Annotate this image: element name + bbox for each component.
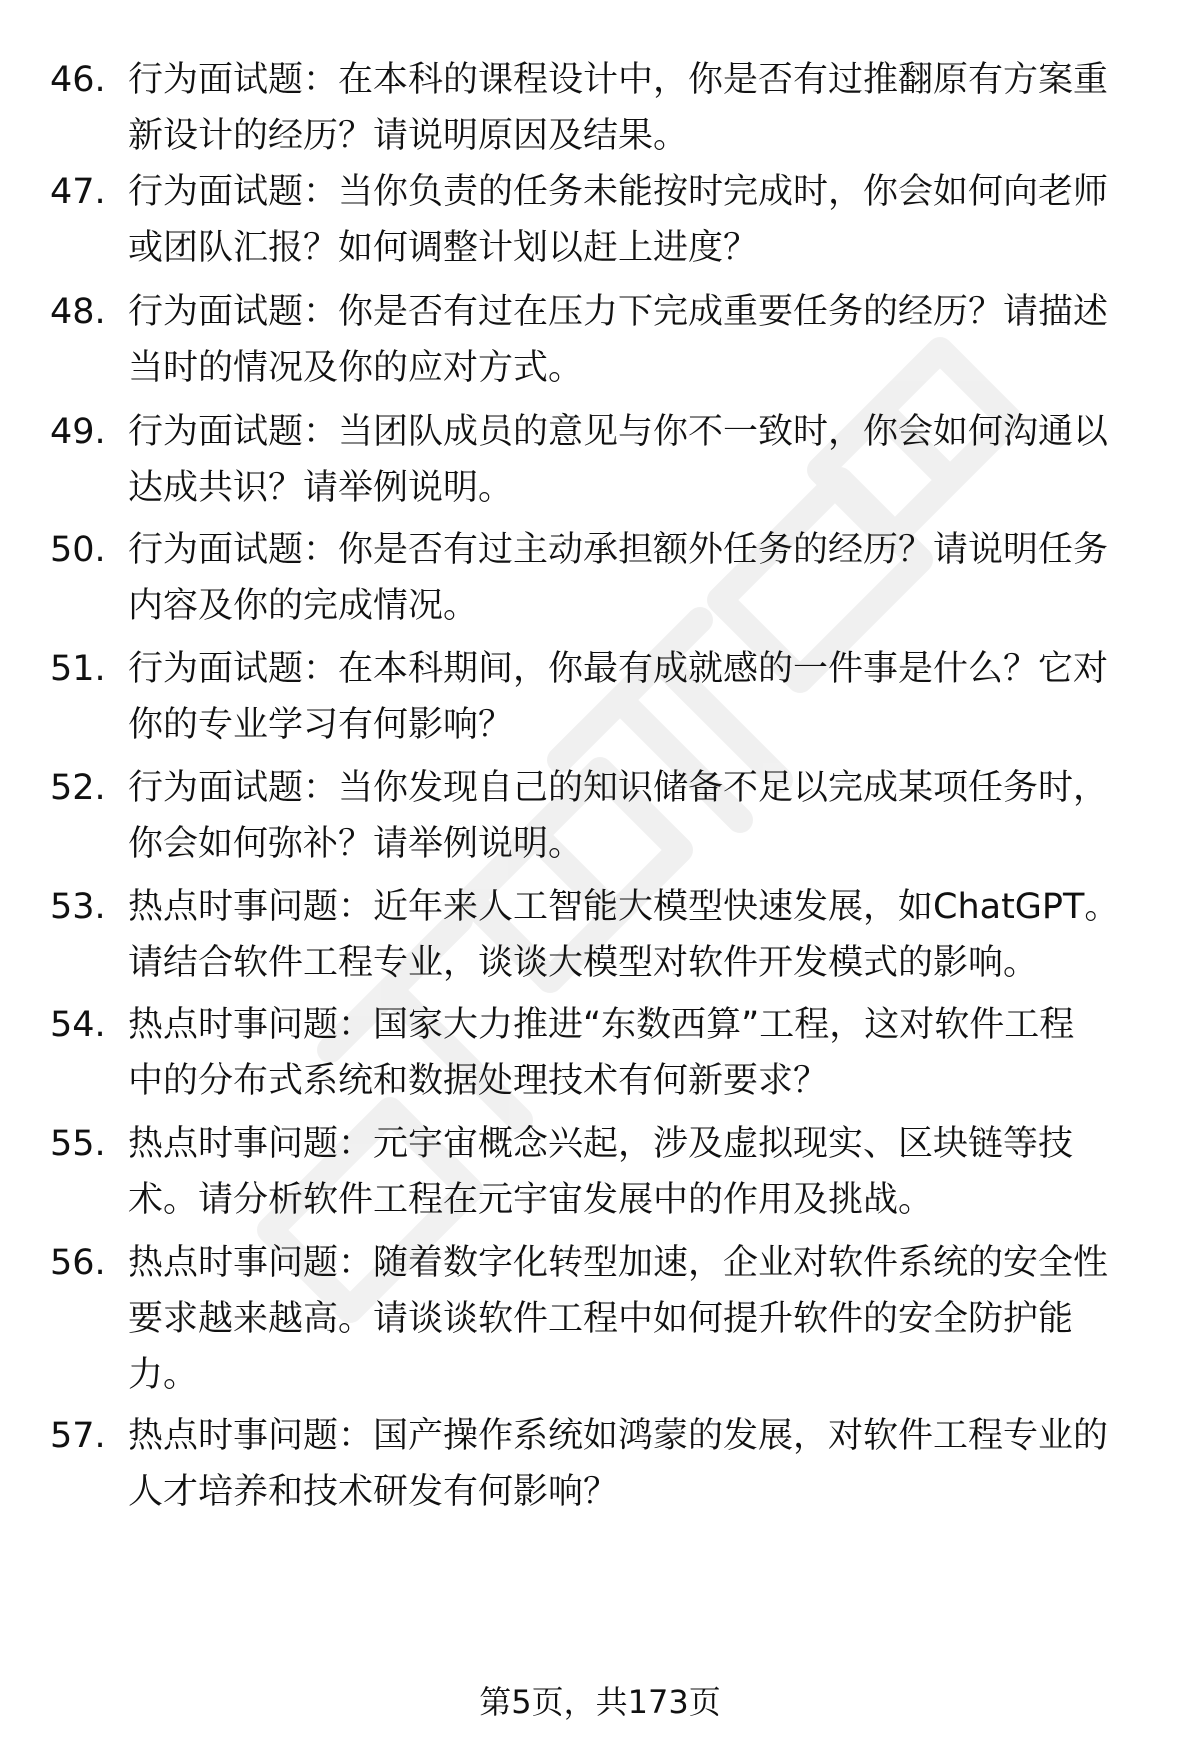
list-item — [50, 997, 1150, 1109]
question-number: 56. — [50, 1243, 106, 1283]
question-number: 54. — [50, 1005, 106, 1045]
question-text: 热点时事问题：国家大力推进“东数西算”工程，这对软件工程 中的分布式系统和数据处理技术有何新要求？ — [128, 1005, 1075, 1101]
question-number: 46. — [50, 60, 106, 100]
list-item — [50, 879, 1150, 991]
question-number: 55. — [50, 1124, 106, 1164]
list-item — [50, 1116, 1150, 1228]
list-item — [50, 1235, 1150, 1403]
question-number: 50. — [50, 530, 106, 570]
question-number: 48. — [50, 292, 106, 332]
question-number: 49. — [50, 412, 106, 452]
page-number-footer: 第5页，共173页 — [479, 1683, 721, 1721]
question-text: 热点时事问题：元宇宙概念兴起，涉及虚拟现实、区块链等技 术。请分析软件工程在元宇宙发展中的作用及挑战。 — [128, 1124, 1074, 1220]
list-item — [50, 641, 1150, 753]
question-number: 53. — [50, 887, 106, 927]
question-number: 52. — [50, 768, 106, 808]
question-text: 行为面试题：当团队成员的意见与你不一致时，你会如何沟通以 达成共识？请举例说明。 — [128, 412, 1109, 508]
question-text: 行为面试题：在本科期间，你最有成就感的一件事是什么？它对 你的专业学习有何影响？ — [128, 649, 1109, 745]
list-item — [50, 522, 1150, 634]
question-number: 47. — [50, 172, 106, 212]
question-text: 热点时事问题：国产操作系统如鸿蒙的发展，对软件工程专业的 人才培养和技术研发有何影响？ — [128, 1416, 1109, 1512]
question-text: 行为面试题：当你发现自己的知识储备不足以完成某项任务时， 你会如何弥补？请举例说明。 — [128, 768, 1109, 864]
question-number: 57. — [50, 1416, 106, 1456]
list-item — [50, 404, 1150, 516]
question-number: 51. — [50, 649, 106, 689]
list-item — [50, 284, 1150, 396]
question-text: 热点时事问题：随着数字化转型加速，企业对软件系统的安全性 要求越来越高。请谈谈软件工程中如何提升软件的安全防护能 力。 — [128, 1243, 1109, 1395]
question-text: 行为面试题：当你负责的任务未能按时完成时，你会如何向老师 或团队汇报？如何调整计划以赶上进度？ — [128, 172, 1109, 268]
list-item — [50, 760, 1150, 872]
list-item — [50, 1408, 1150, 1520]
question-text: 行为面试题：在本科的课程设计中，你是否有过推翻原有方案重 新设计的经历？请说明原因及结果。 — [128, 60, 1109, 156]
question-text: 行为面试题：你是否有过在压力下完成重要任务的经历？请描述 当时的情况及你的应对方式。 — [128, 292, 1109, 388]
question-text: 行为面试题：你是否有过主动承担额外任务的经历？请说明任务 内容及你的完成情况。 — [128, 530, 1109, 626]
question-text: 热点时事问题：近年来人工智能大模型快速发展，如ChatGPT。 请结合软件工程专业，谈谈大模型对软件开发模式的影响。 — [128, 887, 1120, 983]
list-item — [50, 52, 1150, 164]
list-item — [50, 164, 1150, 276]
